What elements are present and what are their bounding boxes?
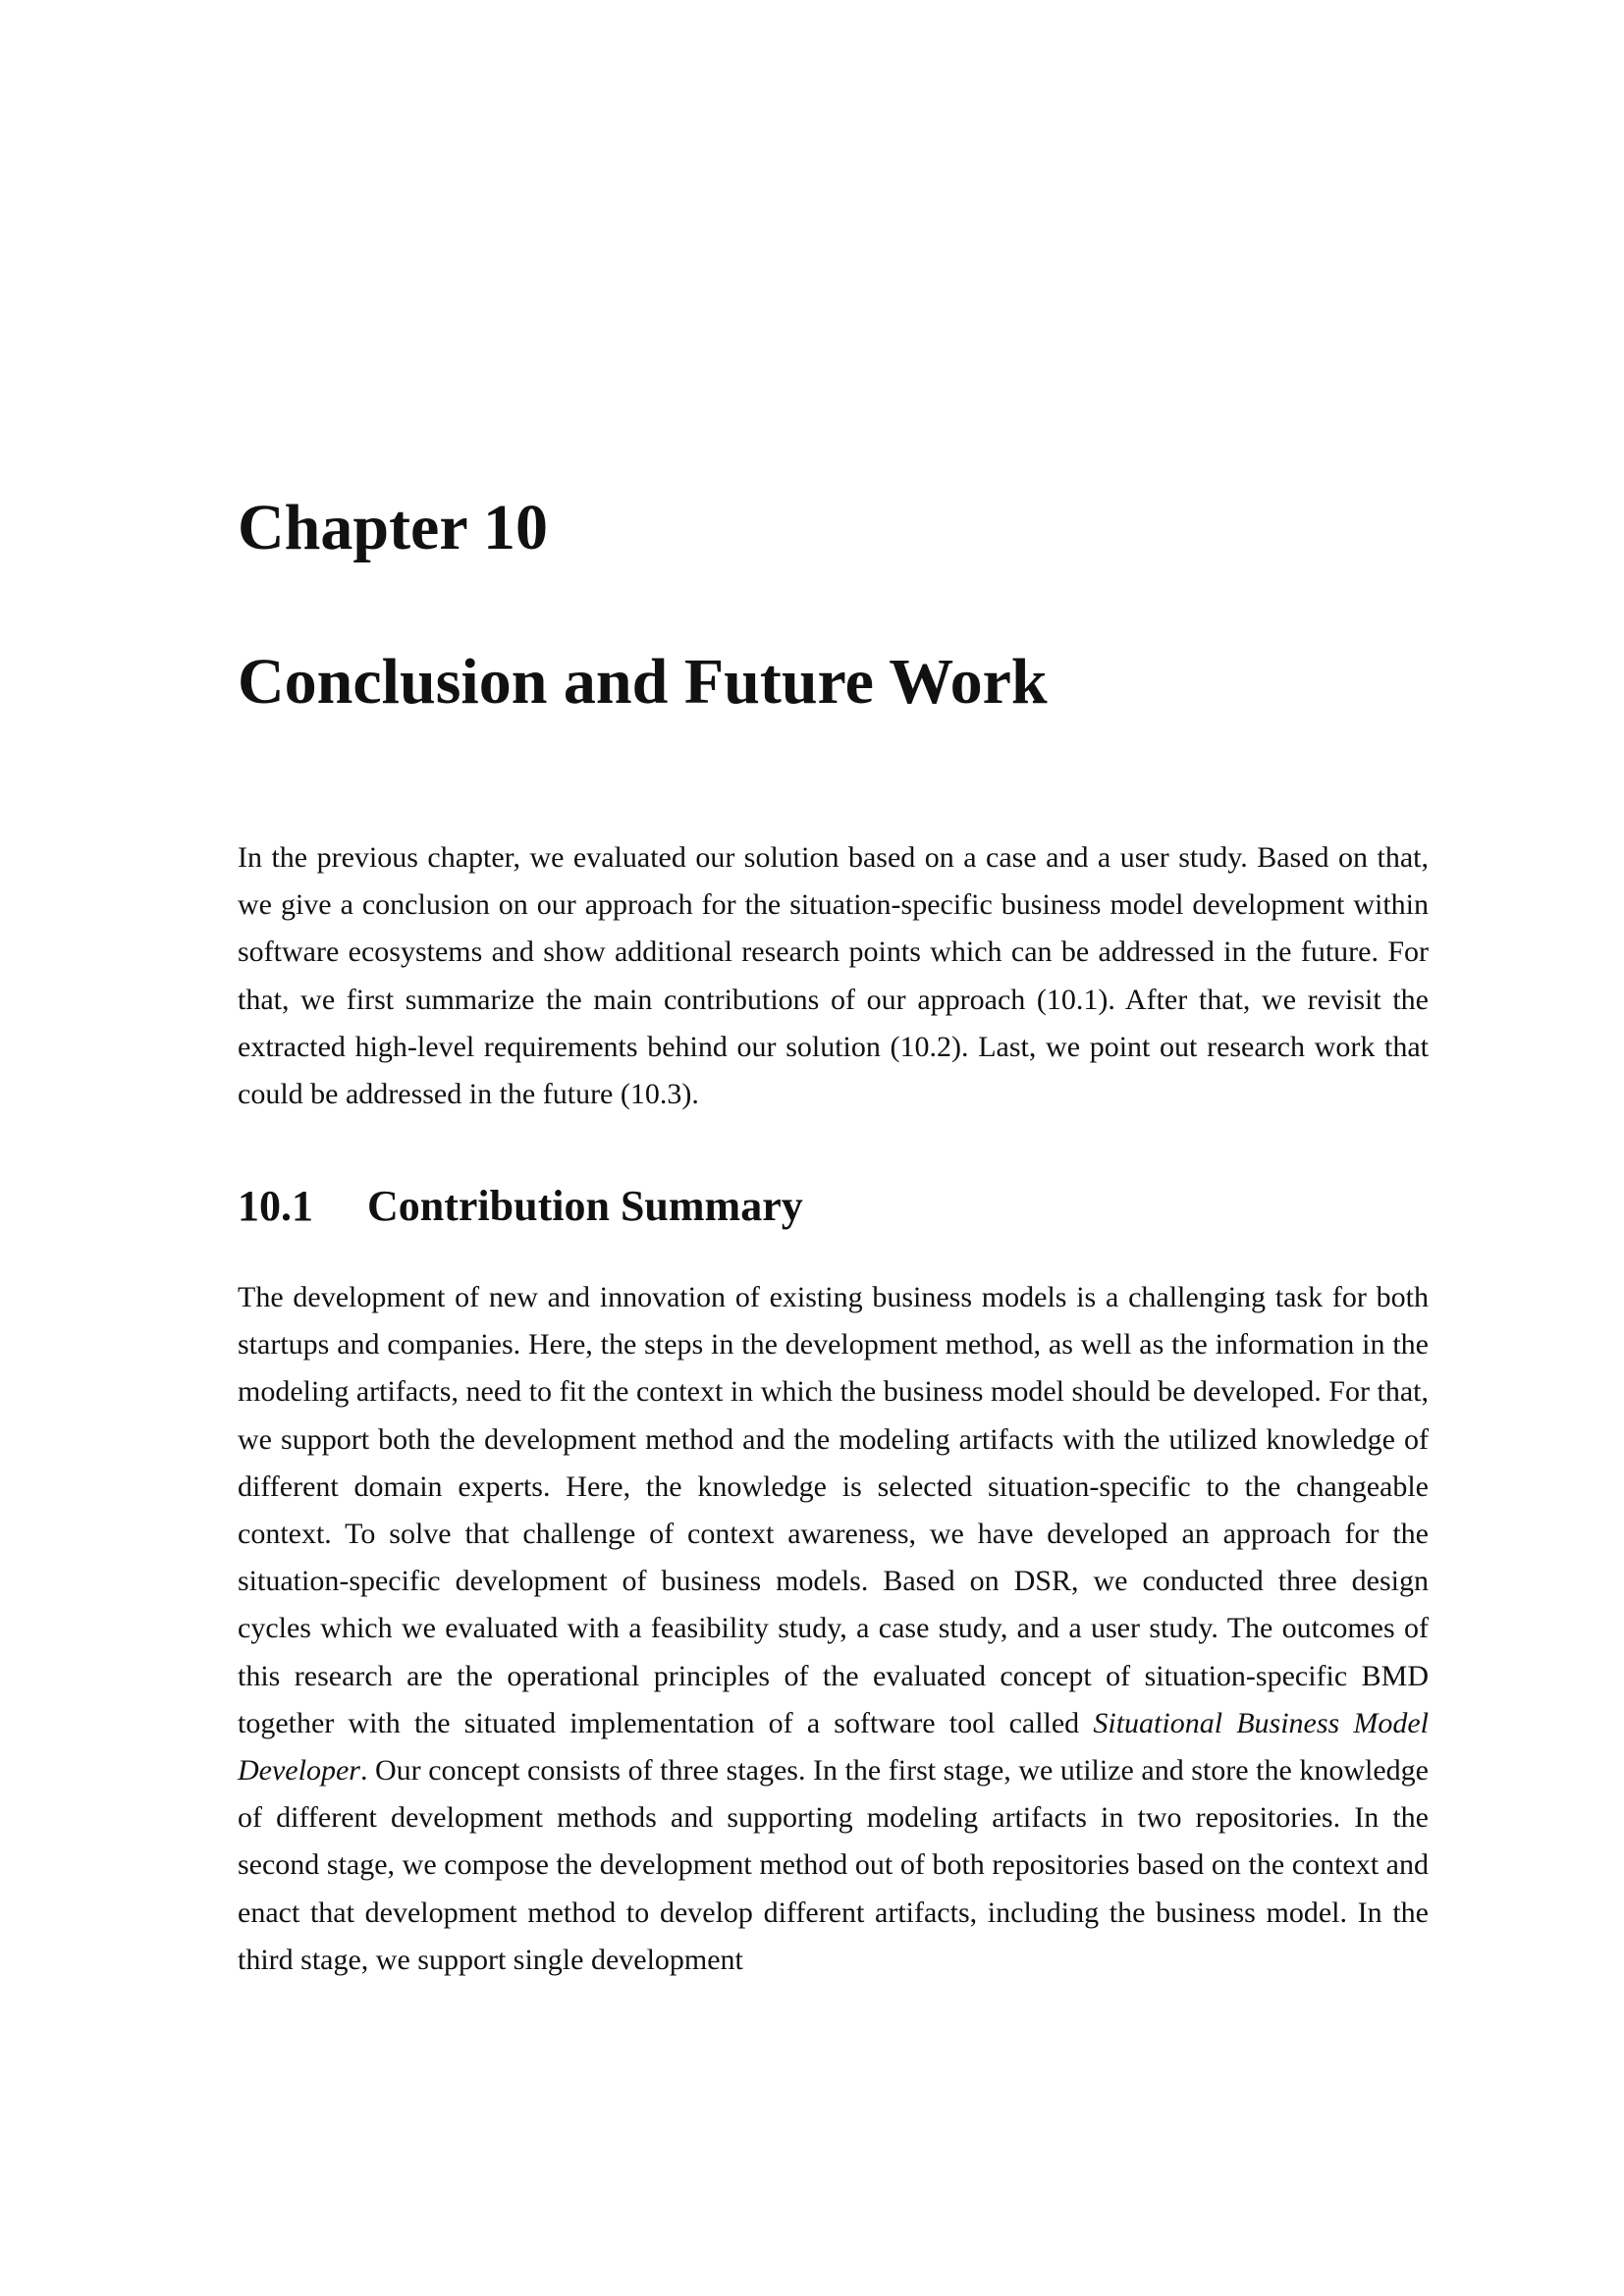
intro-paragraph: In the previous chapter, we evaluated our solution based on a case and a user study. Based on that, we give a conclusion on our approach for the situation-specific business model development within software ecosystems and show additional research points which can be addressed in the future. For that, we first summarize the main contributions of our approach (10.1). After that, we revisit the extracted high-level requirements behind our solution (10.2). Last, we point out research work that could be addressed in the future (10.3).: [238, 841, 1429, 1111]
section-body-paragraph: [238, 1274, 1429, 1984]
chapter-title: Conclusion and Future Work: [238, 646, 1048, 718]
section-number: 10.1: [238, 1182, 313, 1230]
section-title: Contribution Summary: [367, 1182, 803, 1230]
section-body-text-start: The development of new and innovation of existing business models is a challenging task for both startups and companies. Here, the steps in the development method, as well as the information in the modeling artifacts, need to fit the context in which the business model should be developed. For that, we support both the development method and the modeling artifacts with the utilized knowledge of different domain experts. Here, the knowledge is selected situation-specific to the changeable context. To solve that challenge of context awareness, we have developed an approach for the situation-specific development of business models. Based on DSR, we conducted three design cycles which we evaluated with a feasibility study, a case study, and a user study. The outcomes of this research are the operational principles of the evaluated concept of situation-specific BMD together with the situated implementation of a software tool called: [238, 1281, 1429, 1739]
tool-name-italic: Situational Business Model Developer: [238, 1706, 1429, 1788]
section-body-text-end: . Our concept consists of three stages. In the first stage, we utilize and store the knowledge of different development methods and supporting modeling artifacts in two repositories. In the second stage, we compose the development method out of both repositories based on the context and enact that development method to develop different artifacts, including the business model. In the third stage, we support single development: [238, 1754, 1429, 1976]
section-heading: [238, 1183, 803, 1230]
chapter-label: Chapter 10: [238, 492, 548, 563]
